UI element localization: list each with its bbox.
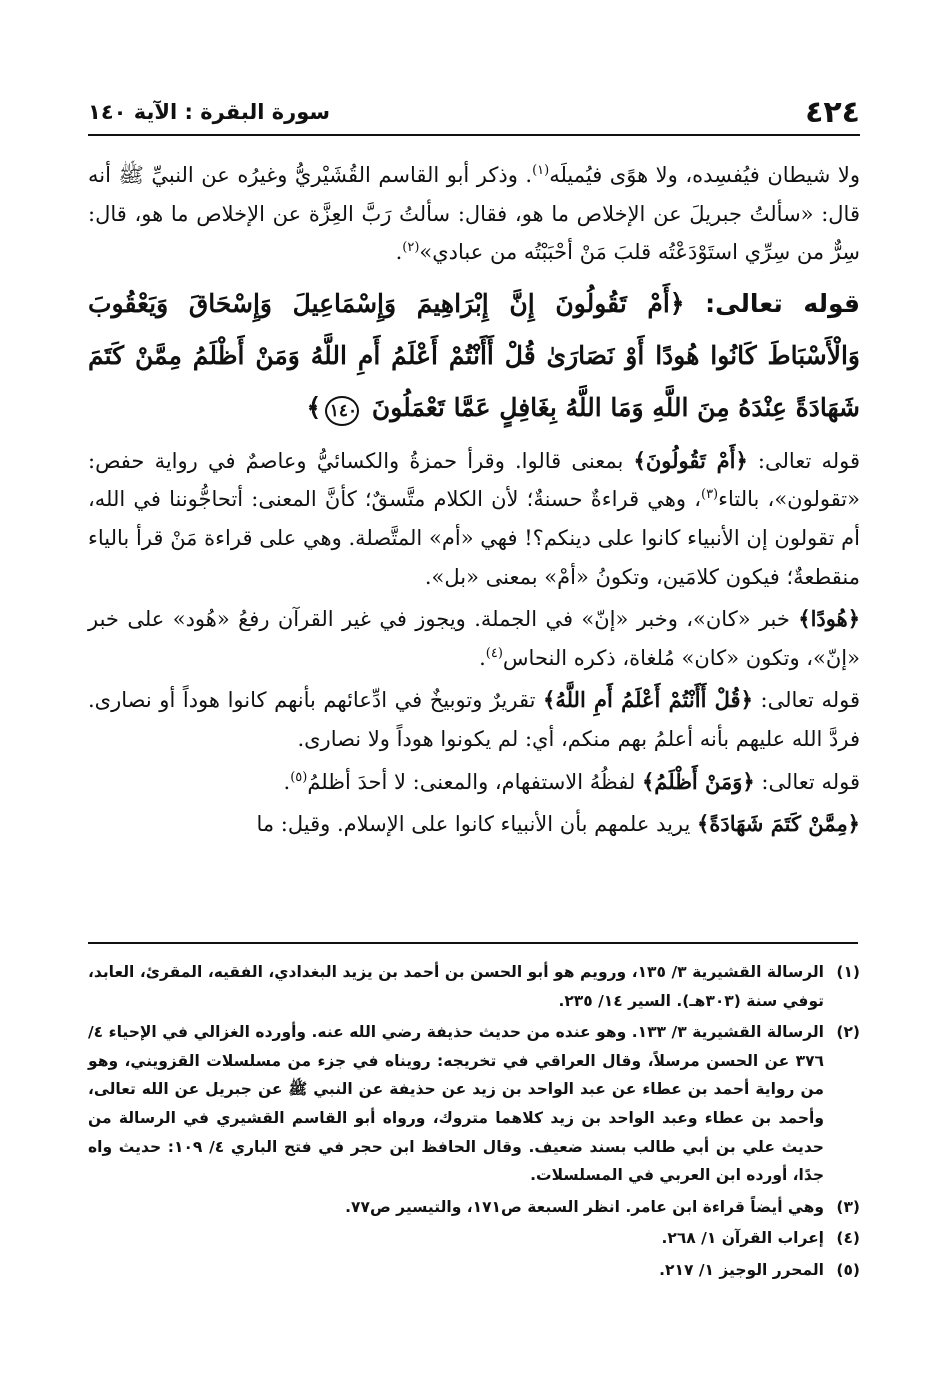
footnote-ref: (٥) [290,769,308,785]
page-number: ٤٢٤ [805,94,860,130]
paragraph: ﴿مِمَّنْ كَتَمَ شَهَادَةً﴾ يريد علمهم بأن الأنبياء كانوا على الإسلام. وقيل: ما [256,811,860,837]
paragraph: قوله تعالى: ﴿قُلْ أَأَنْتُمْ أَعْلَمُ أَمِ اللَّهُ﴾ تقريرٌ وتوبيخٌ في ادِّعائهم بأنهم كانوا هوداً أو نصارى. فردَّ الله عليهم بأنه أعلمُ بهم منكم، أي: لم يكونوا هوداً ولا نصارى. [88,687,860,751]
footnote-number: (٤) [836,1229,860,1248]
ayah-number-mark: ١٤٠ [325,396,359,426]
footnote-number: (٥) [836,1260,860,1279]
quran-verse: قوله تعالى: ﴿أَمْ تَقُولُونَ إِنَّ إِبْرَاهِيمَ وَإِسْمَاعِيلَ وَإِسْحَاقَ وَيَعْقُوبَ وَالْأَسْبَاطَ كَانُوا هُودًا أَوْ نَصَارَىٰ قُلْ أَأَنْتُمْ أَعْلَمُ أَمِ اللَّهُ وَمَنْ أَظْلَمُ مِمَّنْ كَتَمَ شَهَادَةً عِنْدَهُ مِنَ اللَّهِ وَمَا اللَّهُ بِغَافِلٍ عَمَّا تَعْمَلُونَ ١٤٠﴾ [88,278,860,434]
verse-text: ﴿أَمْ تَقُولُونَ إِنَّ إِبْرَاهِيمَ وَإِسْمَاعِيلَ وَإِسْحَاقَ وَيَعْقُوبَ وَالْأَسْبَاطَ كَانُوا هُودًا أَوْ نَصَارَىٰ قُلْ أَأَنْتُمْ أَعْلَمُ أَمِ اللَّهُ وَمَنْ أَظْلَمُ مِمَّنْ كَتَمَ شَهَادَةً عِنْدَهُ مِنَ اللَّهِ وَمَا اللَّهُ بِغَافِلٍ عَمَّا تَعْمَلُونَ [88,288,860,422]
main-text [88,156,860,848]
paragraph: ولا شيطان فيُفسِده، ولا هوًى فيُميلَه$^{(١)}$. وذكر أبو القاسم القُشَيْريُّ وغيرُه عن النبيِّ ﷺ أنه قال: «سألتُ جبريلَ عن الإخلاص ما هو، فقال: سألتُ رَبَّ العِزَّة عن الإخلاص ما هو، قال: سِرٌّ من سِرِّي استَوْدَعْتُه قلبَ مَنْ أحْبَبْتُه من عبادي»$^{(٢)}$. [88,163,860,265]
footnote-ref: (٢) [402,240,420,256]
footnotes [88,958,860,1288]
footnote-item [88,1256,860,1285]
footnote-number: (٢) [836,1023,860,1042]
verse-lead: قوله تعالى: [684,288,860,318]
paragraph: ﴿هُودًا﴾ خبر «كان»، وخبر «إنّ» في الجملة. ويجوز في غير القرآن رفعُ «هُود» على خبر «إنّ»، وتكون «كان» مُلغاة، ذكره النحاس$^{(٤)}$. [88,606,860,670]
footnote-item [88,1193,860,1222]
header-divider [88,134,860,136]
footnote-item [88,1224,860,1253]
quran-quote: ﴿مِمَّنْ كَتَمَ شَهَادَةً﴾ [697,811,860,837]
footnote-text: الرسالة القشيرية ٣/ ١٣٣. وهو عنده من حديث حذيفة رضي الله عنه. وأورده الغزالي في الإحياء ٤/ ٣٧٦ عن الحسن مرسلاً، وقال العراقي في تخريجه: رويناه في جزء من مسلسلات القزويني، وهو من رواية أحمد بن عطاء عن عبد الواحد بن زيد عن حذيفة عن النبي ﷺ عن جبريل عن الله تعالى، وأحمد بن عطاء وعبد الواحد بن زيد كلاهما متروك، ورواه أبو القاسم القشيري في الرسالة من حديث علي بن أبي طالب بسند ضعيف. وقال الحافظ ابن حجر في فتح الباري ٤/ ١٠٩: حديث واه جدًا، أورده ابن العربي في المسلسلات. [88,1023,824,1185]
quran-quote: ﴿أَمْ تَقُولُونَ﴾ [633,447,748,473]
footnote-number: (١) [836,963,860,981]
quran-quote: ﴿وَمَنْ أَظْلَمُ﴾ [641,768,755,794]
running-title: سورة البقرة : الآية ١٤٠ [88,100,331,124]
footnote-number: (٣) [836,1197,860,1216]
quran-quote: ﴿قُلْ أَأَنْتُمْ أَعْلَمُ أَمِ اللَّهُ﴾ [543,687,753,713]
footnote-item [88,1018,860,1190]
footnote-text: إعراب القرآن ١/ ٢٦٨. [661,1229,824,1248]
quran-quote: ﴿هُودًا﴾ [798,606,860,632]
paragraph: قوله تعالى: ﴿وَمَنْ أَظْلَمُ﴾ لفظُهُ الاستفهام، والمعنى: لا أحدَ أظلمُ$^{(٥)}$. [283,768,860,794]
footnote-text: وهي أيضاً قراءة ابن عامر. انظر السبعة ص١٧١، والتيسير ص٧٧. [345,1197,824,1216]
footnote-ref: (٤) [485,645,503,661]
footnote-ref: (١) [532,163,550,178]
paragraph: قوله تعالى: ﴿أَمْ تَقُولُونَ﴾ بمعنى قالوا. وقرأ حمزةُ والكسائيُّ وعاصمٌ في رواية حفص: «تقولون»، بالتاء$^{(٣)}$، وهي قراءةٌ حسنةٌ؛ لأن الكلام متَّسقٌ؛ كأنَّ المعنى: أتحاجُّوننا في الله، أم تقولون إن الأنبياء كانوا على دينكم؟! فهي «أم» المتَّصلة. وهي على قراءة مَنْ قرأ بالياء منقطعةٌ؛ فيكون كلامَين، وتكونُ «أمْ» بمعنى «بل». [88,447,861,589]
footnote-text: المحرر الوجيز ١/ ٢١٧. [659,1260,824,1279]
footnote-ref: (٣) [700,487,719,503]
footnote-divider [88,942,858,944]
footnote-text: الرسالة القشيرية ٣/ ١٣٥، ورويم هو أبو الحسن بن أحمد بن يزيد البغدادي، الفقيه، المقرئ، العابد، توفي سنة (٣٠٣هـ). السير ١٤/ ٢٣٥. [88,963,824,1010]
page-header [88,92,860,132]
footnote-item [88,958,860,1015]
